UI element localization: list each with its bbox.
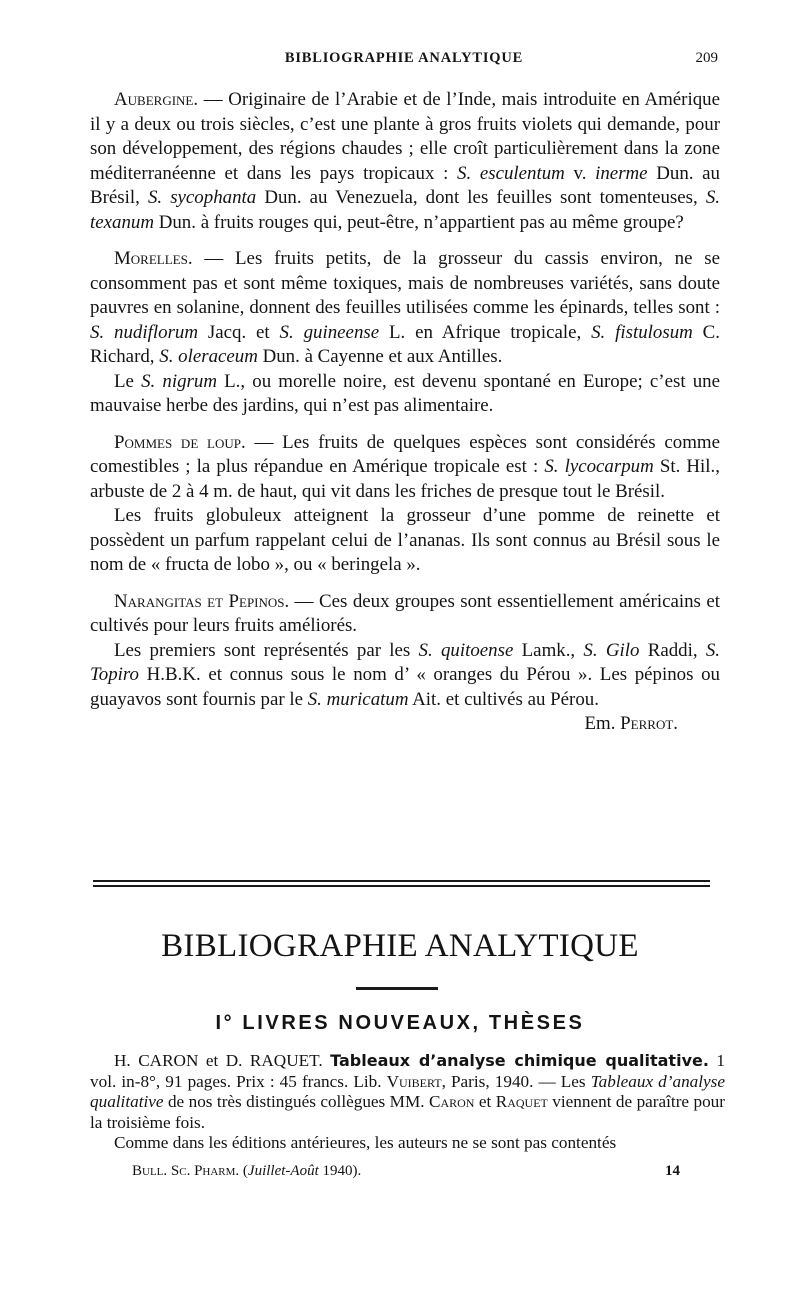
running-title: BIBLIOGRAPHIE ANALYTIQUE (284, 50, 524, 66)
entry-heading: Narangitas et Pepinos. (114, 590, 290, 612)
publisher-name: Vuibert (386, 1071, 442, 1091)
species-name: S. oleraceum (159, 346, 258, 367)
paragraph-narangitas: Narangitas et Pepinos. — Ces deux groupes sont essentiellement américains et cultivés pour leurs fruits améliorés. (90, 590, 720, 636)
article-body (90, 88, 720, 737)
subsection-title: I° LIVRES NOUVEAUX, THÈSES (215, 1012, 585, 1034)
species-name: S. guineense (279, 321, 380, 343)
entry-heading: Morelles. (114, 248, 193, 269)
section-title: BIBLIOGRAPHIE ANALYTIQUE (161, 928, 639, 964)
species-name: S. Topiro (90, 639, 721, 685)
species-name: S. quitoense (418, 639, 514, 661)
paragraph-pommes-de-loup: Pommes de loup. — Les fruits de quelques espèces sont considérés comme comestibles ; la plus répandue en Amérique tropicale est : S. lycocarpum St. Hil., arbuste de 2 à 4 m. de haut, qui vit dans les friches de presque tout le Brésil. (90, 431, 720, 502)
double-rule-bottom (93, 885, 710, 887)
author-name: Raquet (495, 1092, 548, 1111)
species-name: S. muricatum (307, 688, 409, 710)
species-name: S. lycocarpum (544, 456, 654, 477)
book-title: Tableaux d’analyse chimique qualitative. (330, 1051, 709, 1070)
species-name: S. nudiflorum (90, 321, 199, 343)
species-name: S. nigrum (141, 370, 217, 392)
paragraph-morelles: Morelles. — Les fruits petits, de la grosseur du cassis environ, ne se consomment pas et sont même toxiques, mais de nombreuses variétés, sans doute pauvres en solanine, donnent des feuilles utilisées comme les épinards, telles sont : S. nudiflorum Jacq. et S. guineense L. en Afrique tropicale, S. fistulosum C. Richard, S. oleraceum Dun. à Cayenne et aux Antilles. (90, 248, 720, 367)
review-paragraph-2: Comme dans les éditions antérieures, les auteurs ne se sont pas contentés (114, 1133, 617, 1152)
running-header (90, 50, 718, 72)
book-title-italic: Tableaux d’analyse qualitative (90, 1071, 725, 1111)
journal-reference: Bull. Sc. Pharm. (Juillet-Août 1940). (132, 1163, 362, 1179)
page-footer (132, 1163, 680, 1183)
species-name: S. fistulosum (591, 321, 693, 343)
paragraph-pommes-de-loup-2: Les fruits globuleux atteignent la grosseur d’une pomme de reinette et possèdent un parfum rappelant celui de l’ananas. Ils sont connus au Brésil sous le nom de « fructa de lobo », ou « beringela ». (90, 505, 720, 575)
author-signature: Em. Perrot. (584, 713, 678, 734)
book-review (90, 1051, 725, 1154)
page-number: 209 (695, 50, 718, 66)
paragraph-narangitas-2: Les premiers sont représentés par les S. quitoense Lamk., S. Gilo Raddi, S. Topiro H.B.K. et connus sous le nom d’ « oranges du Pérou ». Les pépinos ou guayavos sont fournis par le S. muricatum Ait. et cultivés au Pérou. (90, 639, 721, 710)
species-name: S. esculentum (457, 162, 565, 184)
species-name: S. Gilo (583, 639, 640, 661)
entry-heading: Aubergine. (114, 89, 199, 110)
review-authors: H. CARON et D. RAQUET. (114, 1051, 331, 1070)
paragraph-aubergine: Aubergine. — Originaire de l’Arabie et de l’Inde, mais introduite en Amérique il y a deux ou trois siècles, c’est une plante à gros fruits violets qui demande, pour son développement, des régions chaudes ; elle croît particulièrement dans la zone méditerranéenne et dans les pays tropicaux : S. esculentum v. inerme Dun. au Brésil, S. sycophanta Dun. au Venezuela, dont les feuilles sont tomenteuses, S. texanum Dun. à fruits rouges qui, peut-être, n’appartient pas au même groupe? (90, 89, 720, 233)
paragraph-morelles-2: Le S. nigrum L., ou morelle noire, est devenu spontané en Europe; c’est une mauvaise herbe des jardins, qui n’est pas alimentaire. (90, 370, 720, 416)
author-name: Caron (428, 1092, 475, 1111)
review-paragraph: H. CARON et D. RAQUET. Tableaux d’analyse chimique qualitative. 1 vol. in-8°, 91 pages. Prix : 45 francs. Lib. Vuibert, Paris, 1940. — Les Tableaux d’analyse qualitative de nos très distingués collègues MM. Caron et Raquet viennent de paraître pour la troisième fois. (90, 1051, 726, 1132)
species-name: S. texanum (90, 187, 720, 233)
entry-heading: Pommes de loup. (114, 431, 246, 453)
sheet-number: 14 (665, 1163, 680, 1179)
double-rule-top (93, 880, 710, 882)
species-name: S. sycophanta (147, 187, 257, 208)
title-underline (356, 987, 438, 990)
species-name: inerme (595, 162, 648, 184)
